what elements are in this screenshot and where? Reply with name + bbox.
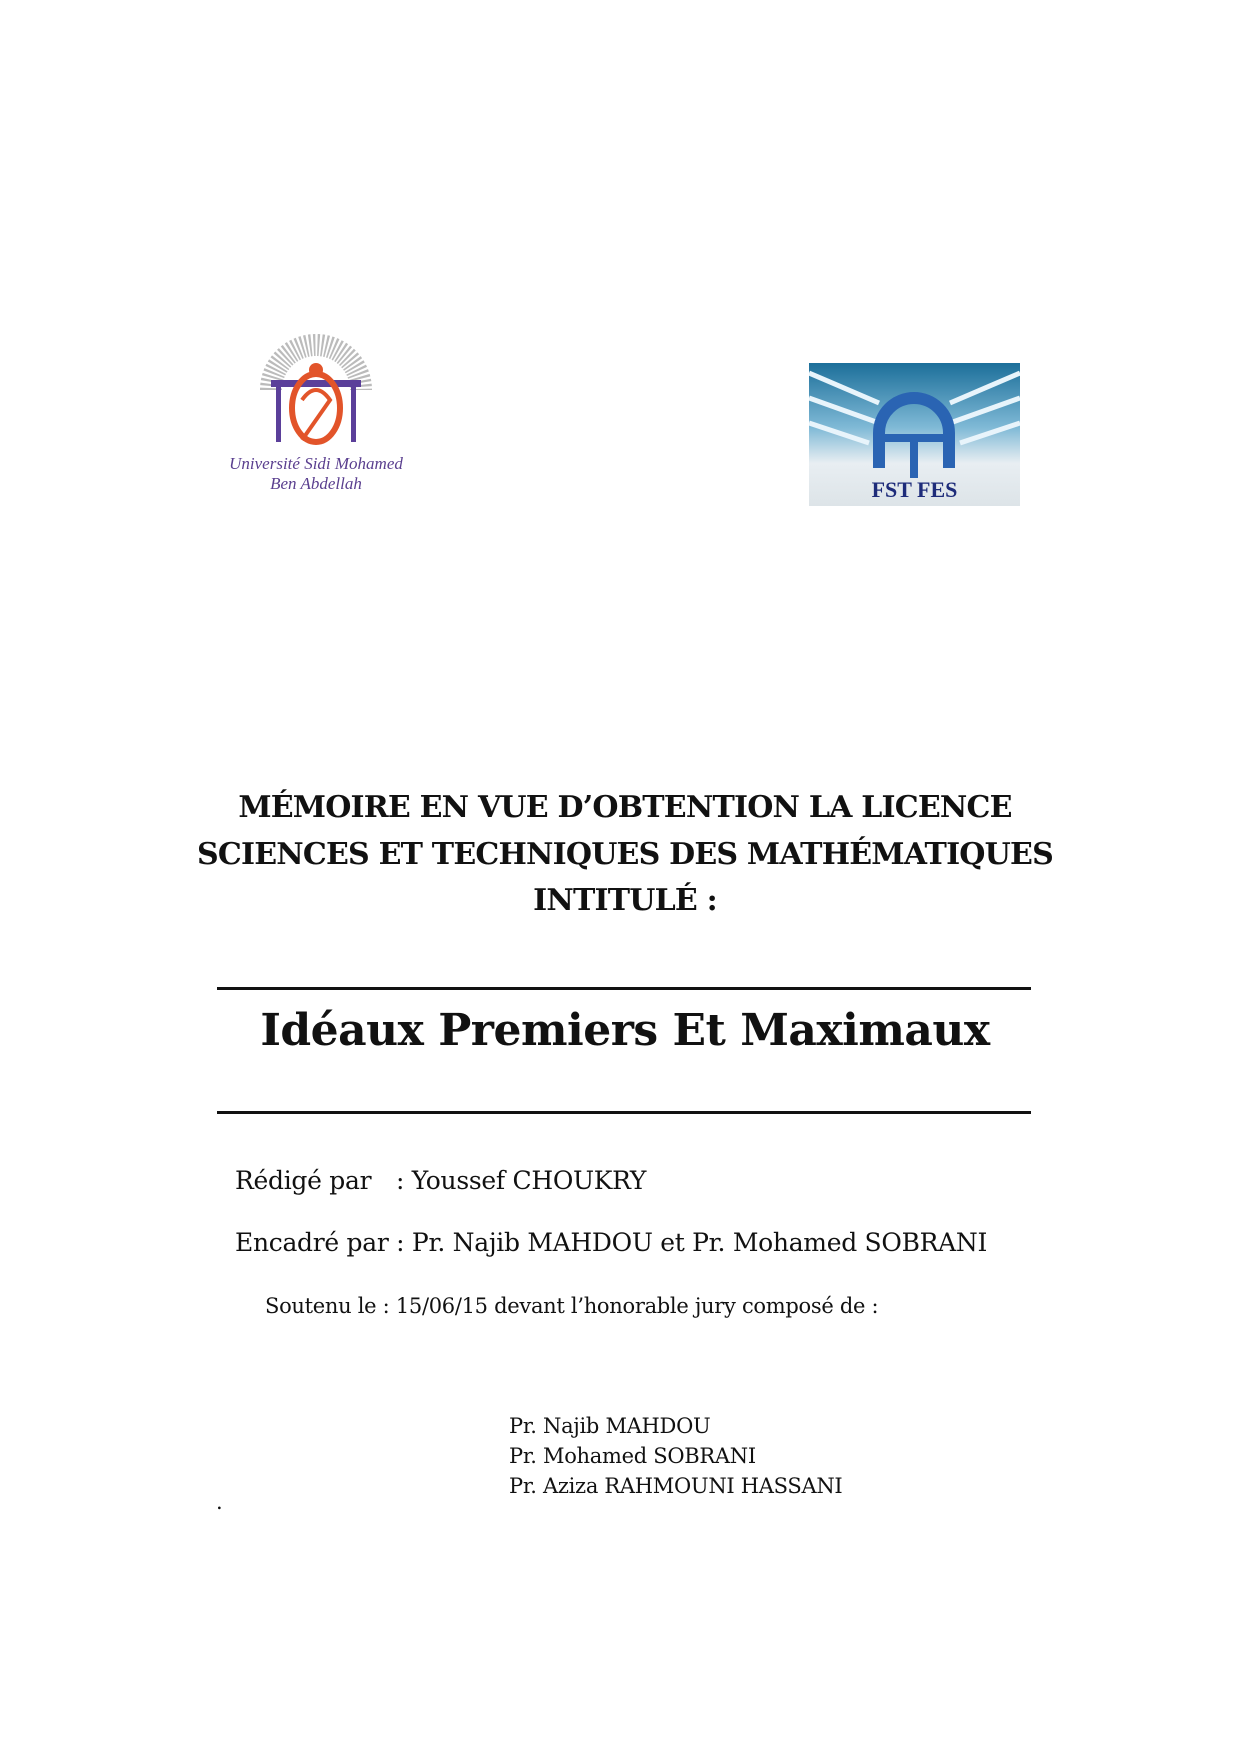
- university-emblem-icon: [226, 330, 406, 450]
- supervisors: Encadré par : Pr. Najib MAHDOU et Pr. Mohamed SOBRANI: [235, 1228, 988, 1257]
- header-line-1: MÉMOIRE EN VUE D’OBTENTION LA LICENCE: [238, 790, 1012, 825]
- jury-member: Pr. Najib MAHDOU: [509, 1414, 711, 1438]
- jury-member: Pr. Aziza RAHMOUNI HASSANI: [509, 1474, 843, 1498]
- author-label: Rédigé par: [235, 1166, 372, 1195]
- bottom-rule: [217, 1111, 1031, 1114]
- university-name-line2: Ben Abdellah: [270, 474, 362, 493]
- jury-member: Pr. Mohamed SOBRANI: [509, 1444, 756, 1468]
- university-logo: [226, 330, 406, 508]
- university-name-line1: Université Sidi Mohamed: [229, 454, 403, 473]
- fst-fes-text: FST FES: [871, 477, 958, 502]
- header-line-3: INTITULÉ :: [533, 883, 717, 918]
- thesis-title: Idéaux Premiers Et Maximaux: [260, 1005, 990, 1056]
- header-line-2: SCIENCES ET TECHNIQUES DES MATHÉMATIQUES: [197, 837, 1053, 872]
- author-value: : Youssef CHOUKRY: [396, 1166, 647, 1195]
- fst-fes-logo: [809, 363, 1020, 506]
- stray-dot: .: [216, 1490, 223, 1514]
- top-rule: [217, 987, 1031, 990]
- defense-info: Soutenu le : 15/06/15 devant l’honorable jury composé de :: [265, 1294, 879, 1318]
